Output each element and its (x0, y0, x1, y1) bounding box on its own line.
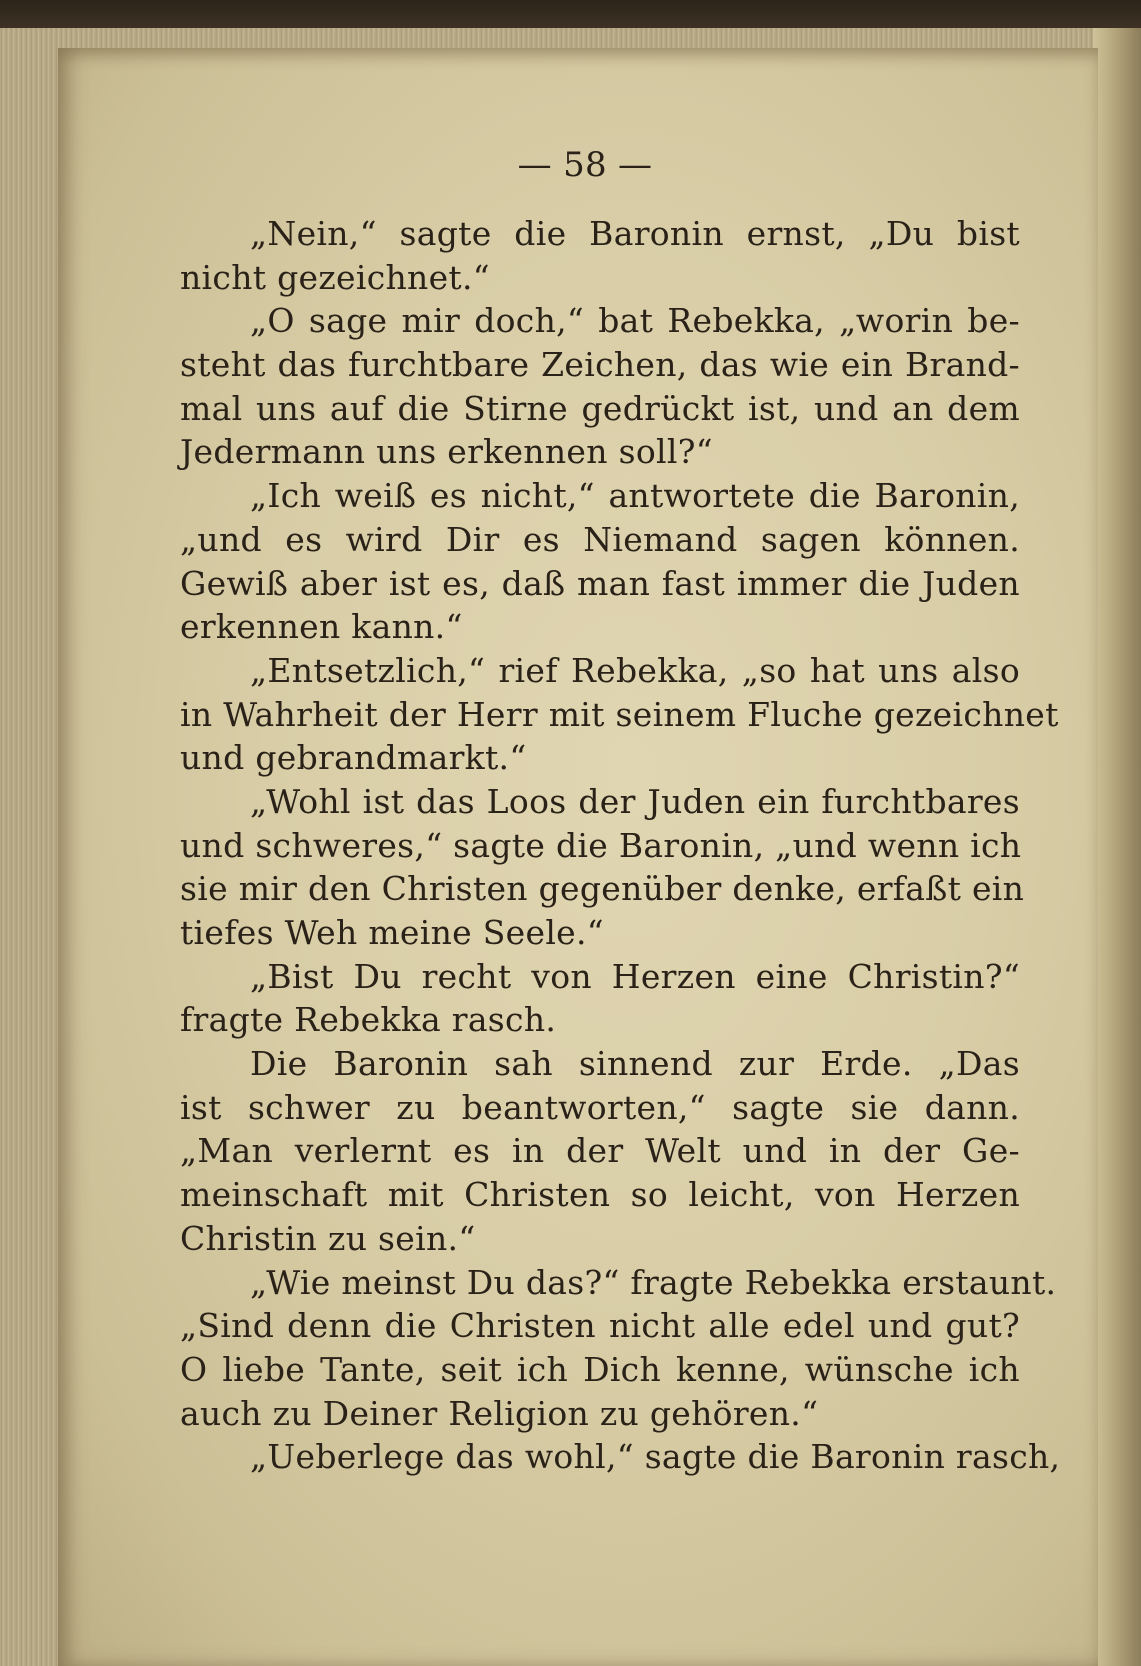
text-line: erkennen kann.“ (180, 607, 463, 647)
text-line: steht das furchtbare Zeichen, das wie ein Brand- (180, 345, 1020, 385)
text-line: „und es wird Dir es Niemand sagen können. (180, 519, 1020, 559)
text-line: „Wie meinst Du das?“ fragte Rebekka erstaunt. (250, 1262, 1057, 1302)
text-line: „Entsetzlich,“ rief Rebekka, „so hat uns also (250, 650, 1020, 690)
text-line: „Ueberlege das wohl,“ sagte die Baronin rasch, (250, 1437, 1061, 1477)
text-line: „Ich weiß es nicht,“ antwortete die Baronin, (250, 476, 1020, 516)
text-line: sie mir den Christen gegenüber denke, erfaßt ein (180, 869, 1025, 909)
text-line: ist schwer zu beantworten,“ sagte sie dann. (180, 1087, 1020, 1127)
text-line: nicht gezeichnet.“ (180, 257, 490, 297)
text-line: „Nein,“ sagte die Baronin ernst, „Du bist (250, 214, 1020, 253)
text-line: Gewiß aber ist es, daß man fast immer die Juden (180, 563, 1020, 603)
text-line: fragte Rebekka rasch. (180, 1000, 557, 1040)
text-line: meinschaft mit Christen so leicht, von Herzen (180, 1175, 1020, 1215)
text-lines (180, 212, 1061, 1479)
text-line: und schweres,“ sagte die Baronin, „und wenn ich (180, 825, 1022, 865)
text-line: O liebe Tante, seit ich Dich kenne, wünsche ich (180, 1349, 1020, 1389)
text-line: und gebrandmarkt.“ (180, 738, 527, 778)
facing-page-edge (1093, 28, 1141, 1666)
text-line: auch zu Deiner Religion zu gehören.“ (180, 1393, 819, 1433)
text-line: Christin zu sein.“ (180, 1218, 476, 1258)
text-line: in Wahrheit der Herr mit seinem Fluche gezeichnet (180, 694, 1059, 734)
text-line: „O sage mir doch,“ bat Rebekka, „worin be- (250, 301, 1020, 341)
text-line: Die Baronin sah sinnend zur Erde. „Das (250, 1044, 1020, 1084)
text-line: „Wohl ist das Loos der Juden ein furchtbares (250, 781, 1020, 821)
page-text (180, 130, 1061, 1479)
text-line: „Sind denn die Christen nicht alle edel und gut? (180, 1306, 1020, 1346)
page-number: — 58 — (517, 145, 653, 185)
text-line: „Man verlernt es in der Welt und in der Ge- (180, 1131, 1020, 1171)
text-line: „Bist Du recht von Herzen eine Christin?“ (250, 956, 1020, 996)
text-line: mal uns auf die Stirne gedrückt ist, und an dem (180, 388, 1020, 428)
text-line: tiefes Weh meine Seele.“ (180, 913, 604, 952)
text-line: Jedermann uns erkennen soll?“ (180, 432, 713, 472)
